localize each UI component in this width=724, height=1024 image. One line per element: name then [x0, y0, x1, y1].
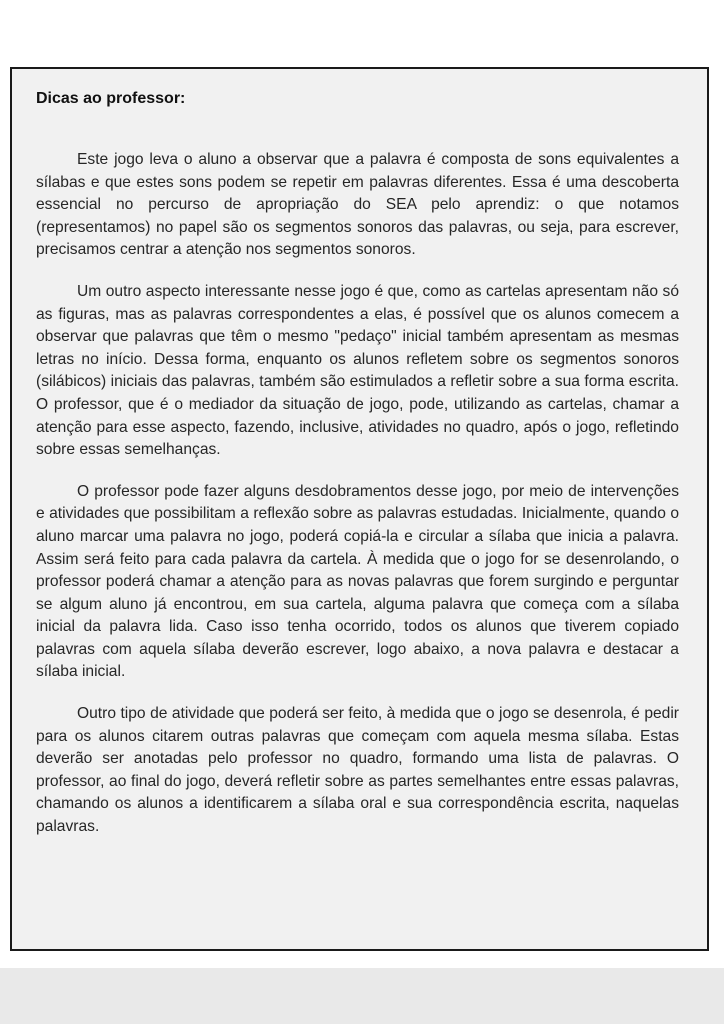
page-bottom-band	[0, 968, 724, 1024]
tips-title: Dicas ao professor:	[36, 90, 186, 107]
teacher-tips-box	[10, 67, 709, 951]
tips-paragraph-3: O professor pode fazer alguns desdobramentos desse jogo, por meio de intervenções e atividades que possibilitam a reflexão sobre as palavras estudadas. Inicialmente, quando o aluno marcar uma palavra no jogo, poderá copiá-la e circular a sílaba que inicia a palavra. Assim será feito para cada palavra da cartela. À medida que o jogo for se desenrolando, o professor poderá chamar a atenção para as novas palavras que forem surgindo e perguntar se algum aluno já encontrou, em sua cartela, alguma palavra que começa com a sílaba inicial da palavra lida. Caso isso tenha ocorrido, todos os alunos que tiverem copiado palavras com aquela sílaba deverão escrever, logo abaixo, a nova palavra e destacar a sílaba inicial.	[36, 482, 679, 681]
tips-paragraph-1: Este jogo leva o aluno a observar que a palavra é composta de sons equivalentes a sílabas e que estes sons podem se repetir em palavras diferentes. Essa é uma descoberta essencial no percurso de apropriação do SEA pelo aprendiz: o que notamos (representamos) no papel são os segmentos sonoros das palavras, ou seja, para escrever, precisamos centrar a atenção nos segmentos sonoros.	[36, 151, 679, 259]
tips-paragraph-2: Um outro aspecto interessante nesse jogo é que, como as cartelas apresentam não só as figuras, mas as palavras correspondentes a elas, é possível que os alunos comecem a observar que palavras que têm o mesmo "pedaço" inicial também apresentam as mesmas letras no início. Dessa forma, enquanto os alunos refletem sobre os segmentos sonoros (silábicos) iniciais das palavras, também são estimulados a refletir sobre a sua forma escrita. O professor, que é o mediador da situação de jogo, pode, utilizando as cartelas, chamar a atenção para esse aspecto, fazendo, inclusive, atividades no quadro, após o jogo, refletindo sobre essas semelhanças.	[36, 282, 679, 459]
tips-paragraph-4: Outro tipo de atividade que poderá ser feito, à medida que o jogo se desenrola, é pedir para os alunos citarem outras palavras que começam com aquela mesma sílaba. Estas deverão ser anotadas pelo professor no quadro, formando uma lista de palavras. O professor, ao final do jogo, deverá refletir sobre as partes semelhantes entre essas palavras, chamando os alunos a identificarem a sílaba oral e sua correspondência escrita, naquelas palavras.	[36, 705, 679, 836]
